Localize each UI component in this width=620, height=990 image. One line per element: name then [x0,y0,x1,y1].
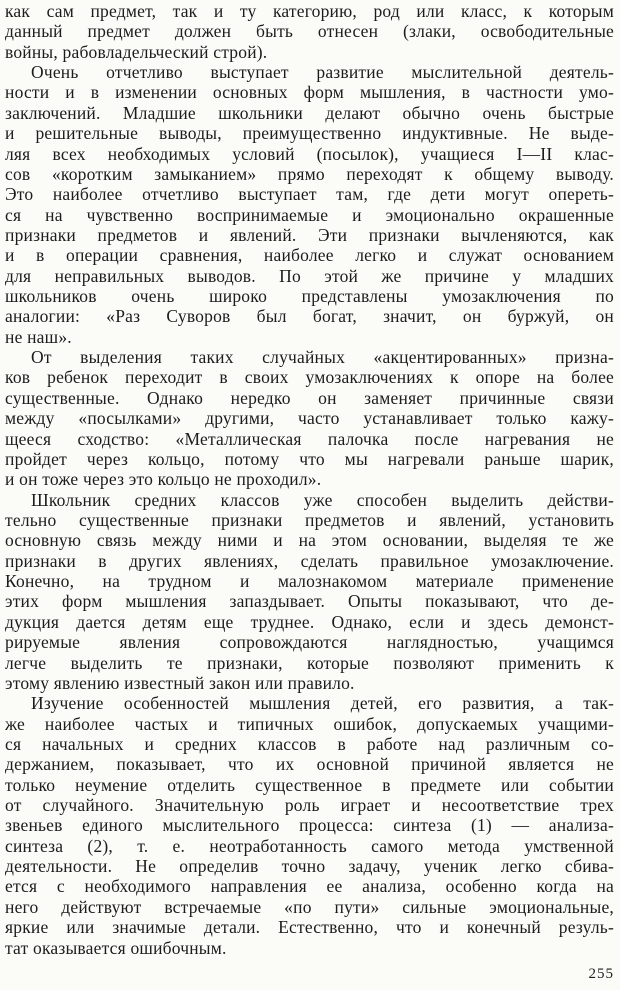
text-line: данный предмет должен быть отнесен (злаки, освободительные [5,21,614,42]
text-line: дукция дается детям еще труднее. Однако, если и здесь демонст- [5,611,614,632]
text-line: Изучение особенностей мышления детей, его развития, а так- [31,693,614,714]
paragraph [5,693,614,958]
text-line: рируемые явления сопровождаются наглядностью, учащимся [5,632,614,653]
text-line: школьников очень широко представлены умозаключения по [5,286,614,307]
text-line: него действуют встречаемые «по пути» сильные эмоциональные, [5,896,614,917]
text-line: этих форм мышления запаздывает. Опыты показывают, что де- [5,591,614,612]
text-line: щееся сходство: «Металлическая палочка после нагревания не [5,428,614,449]
text-line: не наш». [5,326,72,347]
text-line: Очень отчетливо выступает развитие мыслительной деятель- [31,62,614,83]
text-line: синтеза (2), т. е. неотработанность самого метода умственной [5,835,614,856]
text-line: существенные. Однако нередко он заменяет причинные связи [5,387,614,408]
text-line: и он тоже через это кольцо не проходил». [5,469,322,490]
text-line: тат оказывается ошибочным. [5,937,227,958]
text-line: Школьник средних классов уже способен выделить действи- [31,489,614,510]
paragraph [5,490,614,694]
text-line: для неправильных выводов. По этой же причине у младших [5,265,614,286]
text-line: ности и в изменении основных форм мышления, в частности умо- [5,82,614,103]
text-line: держанием, показывает, что их основной причиной является не [5,754,614,775]
text-line: и решительные выводы, преимущественно индуктивные. Не выде- [5,123,614,144]
text-line: же наиболее частых и типичных ошибок, допускаемых учащими- [5,713,614,734]
text-line: между «посылками» другими, часто устанавливает только кажу- [5,408,614,429]
text-line: сов «коротким замыканием» прямо переходят к общему выводу. [5,163,614,184]
text-line: ков ребенок переходит в своих умозаключениях к опоре на более [5,367,614,388]
text-line: от случайного. Значительную роль играет и несоответствие трех [5,795,614,816]
page-number: 255 [588,966,614,982]
text-line: заключений. Младшие школьники делают обычно очень быстрые [5,102,614,123]
text-line: ся на чувственно воспринимаемые и эмоционально окрашенные [5,204,614,225]
text-line: звеньев единого мыслительного процесса: синтеза (1) — анализа- [5,815,614,836]
paragraph [5,1,614,62]
text-line: признаки предметов и явлений. Эти признаки вычленяются, как [5,224,614,245]
paragraph [5,347,614,490]
text-line: ся начальных и средних классов в работе над различным со- [5,733,614,754]
text-line: От выделения таких случайных «акцентированных» призна- [31,347,614,368]
text-line: Это наиболее отчетливо выступает там, где дети могут опереть- [5,184,614,205]
text-line: этому явлению известный закон или правило. [5,672,355,693]
text-line: пройдет через кольцо, потому что мы нагревали раньше шарик, [5,448,614,469]
text-line: ляя всех необходимых условий (посылок), учащиеся I—II клас- [5,143,614,164]
text-line: ется с необходимого направления ее анализа, особенно когда на [5,876,614,897]
text-line: войны, рабовладельческий строй). [5,41,268,62]
paragraph [5,62,614,347]
text-line: тельно существенные признаки предметов и явлений, установить [5,509,614,530]
text-line: яркие или значимые детали. Естественно, что и конечный резуль- [5,917,614,938]
text-line: деятельности. Не определив точно задачу, ученик легко сбива- [5,856,614,877]
text-line: и в операции сравнения, наиболее легко и служат основанием [5,245,614,266]
text-block [5,1,614,958]
text-line: признаки в других явлениях, сделать правильное умозаключение. [5,550,614,571]
text-line: аналогии: «Раз Суворов был богат, значит, он буржуй, он [5,306,614,327]
text-line: основную связь между ними и на этом основании, выделяя те же [5,530,614,551]
text-line: только неумение отделить существенное в предмете или событии [5,774,614,795]
text-line: легче выделить те признаки, которые позволяют применить к [5,652,614,673]
text-line: Конечно, на трудном и малознакомом материале применение [5,571,614,592]
text-line: как сам предмет, так и ту категорию, род или класс, к которым [5,1,614,21]
